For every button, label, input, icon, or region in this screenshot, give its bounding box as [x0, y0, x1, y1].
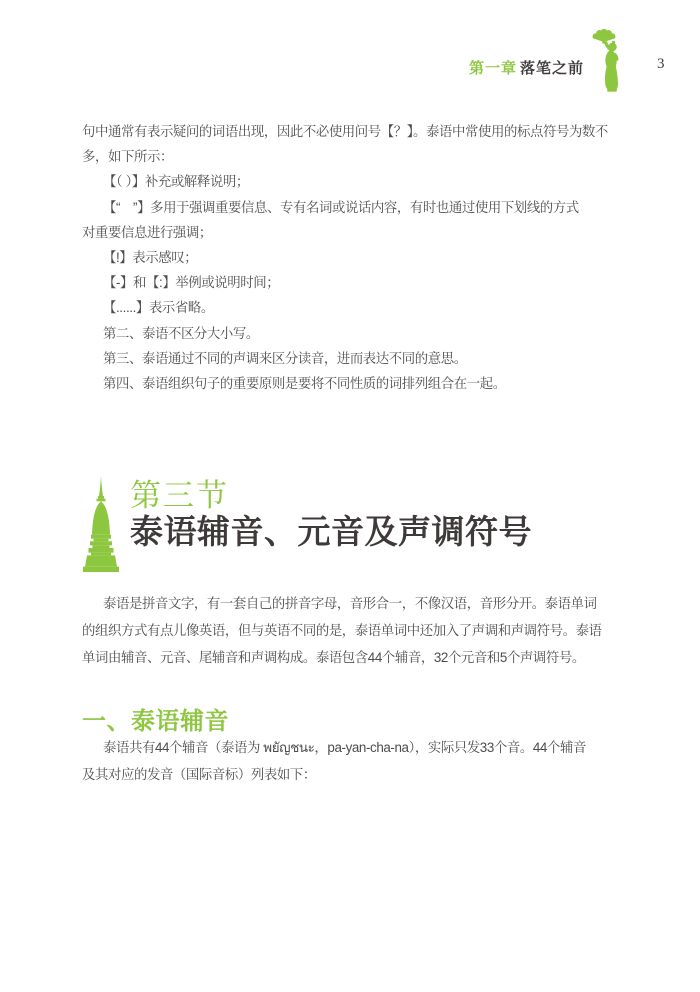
text-line: 的组织方式有点儿像英语，但与英语不同的是，泰语单词中还加入了声调和声调符号。泰语 [82, 623, 602, 638]
text-line: 泰语是拼音文字，有一套自己的拼音字母，音形合一，不像汉语，音形分开。泰语单词 [103, 596, 597, 611]
text-line: 第四、泰语组织句子的重要原则是要将不同性质的词排列组合在一起。 [103, 376, 506, 392]
text-line: 句中通常有表示疑问的词语出现，因此不必使用问号【？】。泰语中常使用的标点符号为数不 [82, 124, 608, 139]
pagoda-icon [80, 476, 122, 572]
section-intro-paragraph [82, 590, 642, 671]
text-line: 【（ ）】补充或解释说明； [103, 174, 249, 190]
section-number: 第三节 [130, 478, 229, 513]
page-number: 3 [657, 56, 665, 72]
text-line: 第二、泰语不区分大小写。 [103, 325, 259, 341]
consonants-paragraph [82, 734, 642, 788]
section-heading [80, 468, 620, 574]
chapter-number: 第一章 [469, 60, 518, 77]
chapter-title: 落笔之前 [520, 60, 585, 77]
section-title: 泰语辅音、元音及声调符号 [130, 513, 532, 550]
text-line: 泰语共有44个辅音（泰语为 พยัญชนะ，pa-yan-cha-na），实际只发33个音。44个辅音 [103, 740, 586, 755]
text-line: 对重要信息进行强调； [82, 224, 212, 240]
subsection-heading: 一、泰语辅音 [82, 708, 229, 735]
text-line: 第三、泰语通过不同的声调来区分读音，进而表达不同的意思。 [103, 350, 467, 366]
text-line: 单词由辅音、元音、尾辅音和声调构成。泰语包含44个辅音，32个元音和5个声调符号。 [82, 650, 585, 665]
text-line: 【!】表示感叹； [103, 250, 198, 266]
text-line: 【-】和【:】举例或说明时间； [103, 275, 280, 291]
text-line: 及其对应的发音（国际音标）列表如下： [82, 767, 316, 782]
text-line: 【“ ”】多用于强调重要信息、专有名词或说话内容，有时也通过使用下划线的方式 [103, 199, 579, 215]
section-heading-text [130, 478, 532, 551]
thai-dancer-icon [587, 28, 639, 92]
text-line: 多，如下所示： [82, 149, 173, 165]
punctuation-paragraph [82, 119, 642, 396]
text-line: 【......】表示省略。 [103, 300, 214, 316]
